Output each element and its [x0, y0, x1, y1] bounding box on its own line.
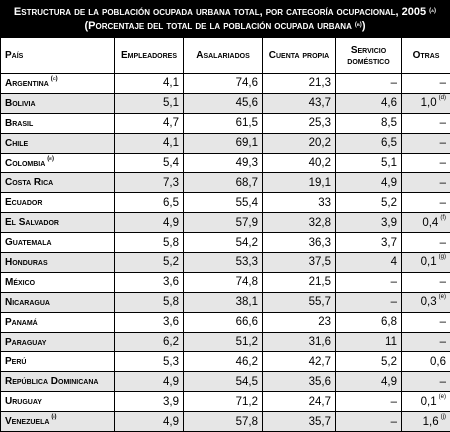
cell-empleadores: [115, 392, 184, 412]
title-text: Estructura de la población ocupada urbana total, por categoría ocupacional, 2005: [14, 6, 426, 18]
cell-asalariados-value: 74,8: [236, 276, 258, 288]
cell-asalariados: [184, 253, 263, 273]
cell-servicio-domestico-value: 8,5: [381, 117, 397, 129]
table-row: [1, 93, 450, 113]
table-row: [1, 352, 450, 372]
table-row: [1, 74, 450, 94]
cell-otras-value: 0,4: [422, 217, 438, 229]
table-row: [1, 213, 450, 233]
table-header: [1, 38, 450, 74]
cell-country-value: República Dominicana: [5, 376, 98, 387]
cell-empleadores: [115, 193, 184, 213]
cell-otras-value: 0,3: [421, 296, 437, 308]
cell-otras: [402, 392, 450, 412]
cell-cuenta-propia: [263, 253, 336, 273]
cell-empleadores: [115, 133, 184, 153]
cell-empleadores-value: 5,2: [163, 256, 179, 268]
header-empleadores: Empleadores: [115, 38, 184, 74]
cell-country-value: Brasil: [5, 118, 33, 129]
cell-empleadores-value: 3,6: [163, 316, 179, 328]
cell-asalariados: [184, 372, 263, 392]
cell-asalariados: [184, 213, 263, 233]
cell-cuenta-propia-value: 20,2: [309, 137, 331, 149]
cell-country-value: Honduras: [5, 257, 48, 268]
cell-asalariados-value: 51,2: [236, 336, 258, 348]
cell-country: [1, 352, 115, 372]
cell-cuenta-propia: [263, 312, 336, 332]
cell-servicio-domestico-value: –: [391, 77, 397, 89]
cell-empleadores-value: 4,9: [163, 416, 179, 428]
cell-otras-value: 0,1: [421, 396, 437, 408]
cell-cuenta-propia-value: 24,7: [309, 396, 331, 408]
cell-asalariados-value: 55,4: [236, 197, 258, 209]
cell-servicio-domestico-value: 5,2: [381, 356, 397, 368]
cell-empleadores: [115, 372, 184, 392]
cell-country-value: Paraguay: [5, 337, 46, 348]
cell-cuenta-propia-value: 40,2: [309, 157, 331, 169]
cell-otras-value: –: [440, 316, 446, 328]
cell-asalariados: [184, 272, 263, 292]
cell-empleadores-value: 4,9: [163, 217, 179, 229]
cell-asalariados-value: 71,2: [236, 396, 258, 408]
cell-asalariados-value: 46,2: [236, 356, 258, 368]
cell-country: [1, 193, 115, 213]
cell-servicio-domestico: [336, 253, 402, 273]
cell-servicio-domestico: [336, 213, 402, 233]
cell-cuenta-propia-value: 36,3: [309, 237, 331, 249]
cell-otras: [402, 213, 450, 233]
cell-country: [1, 292, 115, 312]
cell-servicio-domestico: [336, 312, 402, 332]
cell-servicio-domestico-value: 6,8: [381, 316, 397, 328]
cell-asalariados-value: 61,5: [236, 117, 258, 129]
cell-country: [1, 332, 115, 352]
table-row: [1, 173, 450, 193]
cell-servicio-domestico-value: 4,9: [381, 376, 397, 388]
cell-country-value: Colombia: [5, 158, 45, 169]
cell-otras-value: –: [440, 336, 446, 348]
cell-otras: [402, 312, 450, 332]
cell-country-value: Uruguay: [5, 396, 42, 407]
cell-cuenta-propia-value: 35,6: [309, 376, 331, 388]
cell-cuenta-propia: [263, 193, 336, 213]
cell-empleadores: [115, 213, 184, 233]
cell-empleadores-value: 3,6: [163, 276, 179, 288]
cell-otras-value: –: [440, 197, 446, 209]
table-row: [1, 392, 450, 412]
header-cuenta-propia: Cuenta propia: [263, 38, 336, 74]
cell-empleadores: [115, 233, 184, 253]
cell-asalariados: [184, 193, 263, 213]
cell-country: [1, 93, 115, 113]
cell-empleadores: [115, 272, 184, 292]
cell-asalariados-value: 53,3: [236, 256, 258, 268]
cell-cuenta-propia: [263, 412, 336, 432]
footnote-mark: (e): [439, 394, 446, 400]
cell-cuenta-propia: [263, 292, 336, 312]
cell-country: [1, 253, 115, 273]
cell-empleadores-value: 4,1: [163, 137, 179, 149]
cell-servicio-domestico: [336, 193, 402, 213]
cell-country: [1, 113, 115, 133]
cell-servicio-domestico: [336, 173, 402, 193]
table-row: [1, 233, 450, 253]
cell-empleadores-value: 3,9: [163, 396, 179, 408]
cell-asalariados: [184, 173, 263, 193]
cell-empleadores-value: 5,4: [163, 157, 179, 169]
cell-servicio-domestico-value: –: [391, 296, 397, 308]
cell-empleadores-value: 5,8: [163, 237, 179, 249]
title-footnote-mark: (a): [429, 8, 436, 14]
cell-asalariados: [184, 352, 263, 372]
cell-country-value: México: [5, 277, 35, 288]
cell-country: [1, 233, 115, 253]
cell-otras: [402, 113, 450, 133]
cell-servicio-domestico-value: –: [391, 416, 397, 428]
cell-otras-value: –: [440, 276, 446, 288]
cell-empleadores: [115, 113, 184, 133]
cell-cuenta-propia: [263, 74, 336, 94]
cell-otras-value: –: [440, 376, 446, 388]
cell-asalariados-value: 68,7: [236, 177, 258, 189]
cell-servicio-domestico: [336, 332, 402, 352]
cell-empleadores: [115, 93, 184, 113]
cell-servicio-domestico: [336, 272, 402, 292]
cell-country-value: Bolivia: [5, 98, 36, 109]
footnote-mark: (j): [441, 414, 446, 420]
cell-asalariados: [184, 133, 263, 153]
cell-cuenta-propia: [263, 372, 336, 392]
cell-servicio-domestico-value: –: [391, 396, 397, 408]
table-row: [1, 412, 450, 432]
cell-servicio-domestico-value: –: [391, 276, 397, 288]
cell-empleadores-value: 7,3: [163, 177, 179, 189]
cell-empleadores-value: 6,5: [163, 197, 179, 209]
cell-asalariados: [184, 412, 263, 432]
cell-country-value: Perú: [5, 356, 26, 367]
cell-servicio-domestico-value: 4,6: [381, 97, 397, 109]
table-row: [1, 153, 450, 173]
cell-otras-value: –: [440, 117, 446, 129]
cell-cuenta-propia: [263, 352, 336, 372]
cell-cuenta-propia: [263, 213, 336, 233]
cell-servicio-domestico: [336, 74, 402, 94]
cell-otras: [402, 233, 450, 253]
cell-cuenta-propia: [263, 233, 336, 253]
header-otras: Otras: [402, 38, 450, 74]
cell-otras-value: 0,1: [421, 256, 437, 268]
cell-country: [1, 372, 115, 392]
cell-otras: [402, 133, 450, 153]
cell-servicio-domestico-value: 4,9: [381, 177, 397, 189]
cell-cuenta-propia-value: 21,5: [309, 276, 331, 288]
cell-empleadores-value: 5,8: [163, 296, 179, 308]
cell-asalariados: [184, 233, 263, 253]
cell-country-value: Guatemala: [5, 237, 52, 248]
cell-servicio-domestico: [336, 352, 402, 372]
cell-servicio-domestico: [336, 153, 402, 173]
cell-cuenta-propia-value: 23: [318, 316, 331, 328]
cell-asalariados: [184, 332, 263, 352]
cell-empleadores: [115, 253, 184, 273]
cell-cuenta-propia: [263, 153, 336, 173]
footnote-mark: (e): [439, 294, 446, 300]
cell-asalariados: [184, 153, 263, 173]
cell-servicio-domestico-value: 11: [385, 336, 397, 348]
cell-empleadores: [115, 292, 184, 312]
cell-country: [1, 312, 115, 332]
cell-cuenta-propia-value: 55,7: [309, 296, 331, 308]
cell-cuenta-propia: [263, 272, 336, 292]
cell-asalariados-value: 54,5: [236, 376, 258, 388]
cell-country: [1, 412, 115, 432]
cell-cuenta-propia: [263, 173, 336, 193]
cell-empleadores-value: 4,9: [163, 376, 179, 388]
cell-otras-value: –: [440, 77, 446, 89]
cell-servicio-domestico: [336, 93, 402, 113]
table-row: [1, 372, 450, 392]
cell-servicio-domestico: [336, 113, 402, 133]
table-row: [1, 133, 450, 153]
cell-otras: [402, 332, 450, 352]
cell-asalariados-value: 38,1: [236, 296, 258, 308]
cell-servicio-domestico-value: 6,5: [381, 137, 397, 149]
header-asalariados: Asalariados: [184, 38, 263, 74]
cell-empleadores: [115, 312, 184, 332]
cell-empleadores-value: 4,7: [163, 117, 179, 129]
cell-otras: [402, 193, 450, 213]
cell-cuenta-propia-value: 32,8: [309, 217, 331, 229]
cell-servicio-domestico-value: 4: [391, 256, 397, 268]
footnote-mark: (d): [439, 95, 446, 101]
cell-country-value: El Salvador: [5, 217, 59, 228]
footnote-mark: (e): [47, 156, 54, 162]
table-title: [0, 0, 450, 37]
cell-otras-value: 0,6: [430, 356, 446, 368]
subtitle-footnote-mark: (b): [355, 22, 362, 28]
cell-cuenta-propia-value: 21,3: [309, 77, 331, 89]
cell-otras: [402, 352, 450, 372]
cell-country-value: Chile: [5, 138, 28, 149]
cell-cuenta-propia-value: 37,5: [309, 256, 331, 268]
cell-country: [1, 213, 115, 233]
cell-asalariados: [184, 312, 263, 332]
cell-servicio-domestico: [336, 233, 402, 253]
cell-empleadores: [115, 74, 184, 94]
cell-otras: [402, 253, 450, 273]
cell-otras-value: –: [440, 137, 446, 149]
cell-cuenta-propia-value: 35,7: [309, 416, 331, 428]
table-row: [1, 272, 450, 292]
cell-otras: [402, 173, 450, 193]
cell-otras-value: –: [440, 157, 446, 169]
cell-cuenta-propia: [263, 93, 336, 113]
cell-country: [1, 173, 115, 193]
table-row: [1, 253, 450, 273]
cell-otras-value: –: [440, 237, 446, 249]
cell-country-value: Costa Rica: [5, 177, 53, 188]
cell-asalariados: [184, 74, 263, 94]
cell-empleadores: [115, 153, 184, 173]
cell-otras: [402, 74, 450, 94]
cell-empleadores-value: 6,2: [163, 336, 179, 348]
cell-servicio-domestico-value: 3,7: [381, 237, 397, 249]
cell-asalariados-value: 54,2: [236, 237, 258, 249]
cell-asalariados-value: 57,8: [236, 416, 258, 428]
cell-otras: [402, 153, 450, 173]
cell-asalariados-value: 69,1: [236, 137, 258, 149]
cell-asalariados: [184, 292, 263, 312]
cell-country: [1, 272, 115, 292]
table-row: [1, 332, 450, 352]
header-row: [1, 38, 450, 74]
cell-country-value: Ecuador: [5, 197, 42, 208]
cell-empleadores-value: 4,1: [163, 77, 179, 89]
table-row: [1, 292, 450, 312]
title-line-1: [1, 5, 449, 19]
cell-country: [1, 133, 115, 153]
header-servicio-domestico: Servicio doméstico: [336, 38, 402, 74]
cell-servicio-domestico-value: 5,1: [381, 157, 397, 169]
cell-servicio-domestico: [336, 392, 402, 412]
cell-cuenta-propia-value: 43,7: [309, 97, 331, 109]
cell-cuenta-propia-value: 19,1: [309, 177, 331, 189]
subtitle-text: (Porcentaje del total de la población ocupada urbana: [85, 20, 352, 32]
cell-otras: [402, 292, 450, 312]
cell-cuenta-propia: [263, 392, 336, 412]
data-table: [0, 37, 450, 432]
cell-empleadores: [115, 352, 184, 372]
title-line-2: [1, 19, 449, 33]
footnote-mark: (i): [51, 414, 56, 420]
footnote-mark: (c): [51, 76, 58, 82]
cell-country: [1, 74, 115, 94]
cell-empleadores: [115, 412, 184, 432]
cell-servicio-domestico: [336, 412, 402, 432]
cell-asalariados: [184, 93, 263, 113]
cell-empleadores-value: 5,3: [163, 356, 179, 368]
cell-country: [1, 392, 115, 412]
cell-cuenta-propia-value: 31,6: [309, 336, 331, 348]
table-row: [1, 312, 450, 332]
cell-cuenta-propia: [263, 133, 336, 153]
cell-empleadores: [115, 332, 184, 352]
cell-country-value: Panamá: [5, 317, 38, 328]
cell-asalariados: [184, 113, 263, 133]
cell-cuenta-propia-value: 25,3: [309, 117, 331, 129]
cell-country: [1, 153, 115, 173]
cell-otras: [402, 93, 450, 113]
cell-country-value: Venezuela: [5, 416, 49, 427]
cell-otras: [402, 372, 450, 392]
cell-empleadores-value: 5,1: [163, 97, 179, 109]
footnote-mark: (f): [440, 215, 446, 221]
footnote-mark: (g): [439, 254, 446, 260]
cell-otras: [402, 412, 450, 432]
cell-cuenta-propia-value: 42,7: [309, 356, 331, 368]
cell-servicio-domestico: [336, 372, 402, 392]
cell-country-value: Nicaragua: [5, 297, 50, 308]
cell-servicio-domestico: [336, 133, 402, 153]
cell-otras-value: 1,0: [421, 97, 437, 109]
cell-empleadores: [115, 173, 184, 193]
cell-cuenta-propia: [263, 332, 336, 352]
cell-asalariados-value: 45,6: [236, 97, 258, 109]
subtitle-close: ): [362, 20, 366, 32]
cell-cuenta-propia-value: 33: [318, 197, 331, 209]
cell-asalariados-value: 74,6: [236, 77, 258, 89]
cell-servicio-domestico-value: 3,9: [381, 217, 397, 229]
cell-otras-value: 1,6: [423, 416, 439, 428]
table-row: [1, 113, 450, 133]
cell-otras: [402, 272, 450, 292]
cell-otras-value: –: [440, 177, 446, 189]
cell-servicio-domestico-value: 5,2: [381, 197, 397, 209]
header-pais: País: [1, 38, 115, 74]
cell-asalariados-value: 66,6: [236, 316, 258, 328]
cell-asalariados: [184, 392, 263, 412]
table-body: [1, 74, 450, 432]
table-row: [1, 193, 450, 213]
cell-asalariados-value: 49,3: [236, 157, 258, 169]
cell-country-value: Argentina: [5, 78, 49, 89]
cell-servicio-domestico: [336, 292, 402, 312]
cell-asalariados-value: 57,9: [236, 217, 258, 229]
cell-cuenta-propia: [263, 113, 336, 133]
